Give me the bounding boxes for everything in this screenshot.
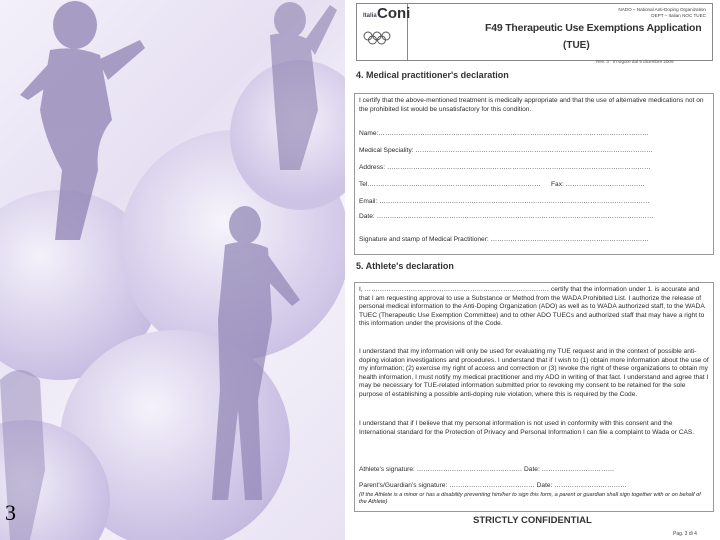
slide-number: 3 [5, 500, 16, 525]
tue-form-document [348, 0, 720, 540]
email-field[interactable]: Email: …………………………………………………………………………………………………………… [359, 198, 650, 205]
address-field[interactable]: Address: ………………………………………………………………………………………………………… [359, 164, 651, 171]
page-number: Pag. 3 di 4 [673, 531, 697, 537]
practitioner-signature-field[interactable]: Signature and stamp of Medical Practitioner: ……………………………………………………………… [359, 236, 649, 243]
section-5-box [354, 282, 714, 512]
medical-speciality-field[interactable]: Medical Speciality: ……………………………………………………………………………………………… [359, 147, 653, 154]
section-4-box [354, 93, 714, 255]
athlete-declaration-paragraph-3: I understand that if I believe that my personal information is not used in conformity with this consent and the International standard for the Protection of Privacy and Personal Information I can file a complaint to Wada or CAS. [359, 420, 695, 436]
form-subtitle: (TUE) [563, 40, 590, 51]
revision-note: Rev. 3 · In vigore dal 5 dicembre 2009 [596, 59, 674, 64]
document-header [356, 3, 713, 61]
athlete-declaration-paragraph-1: I, ………………………………………………………………………… certify that the information under 1. is accurate and that I am requesting approval to use a Substance or Method from the WADA Prohibited List. I authorize the release of personal medical information to the Anti-Doping Organization (ADO) as well as to WADA authorized staff, to the WADA TUEC (Therapeutic Use Exemption Committee) and to other ADO TUECs and authorized staff that may have a right to this information under the provisions of the Code. [359, 286, 705, 328]
section-4-title: 4. Medical practitioner's declaration [356, 70, 509, 80]
decorative-background-panel [0, 0, 345, 540]
fax-field[interactable]: Fax: ……………………………… [551, 181, 645, 188]
name-field[interactable]: Name:…………………………………………………………………………………………………………… [359, 130, 649, 137]
date-field[interactable]: Date: ……………………………………………………………………………………………………………… [359, 213, 654, 220]
olympic-rings-icon [362, 31, 402, 45]
organization-info [618, 7, 706, 19]
org-line-2: DEPT – Italian NOC TUEC [651, 13, 706, 18]
minor-athlete-note: (If the Athlete is a minor or has a disability preventing him/her to sign this form, a parent or guardian shall sign together with or on behalf of the Athlete) [359, 492, 701, 505]
guardian-signature-field[interactable]: Parent's/Guardian's signature: ………………………………… Date: …………………………… [359, 482, 627, 489]
athlete-signature-field[interactable]: Athlete's signature: ………………………………………… Date: …………………………… [359, 466, 615, 473]
form-title: F49 Therapeutic Use Exemptions Application [485, 22, 702, 34]
tel-field[interactable]: Tel.…………………………………………………………………… [359, 181, 541, 188]
logo-coni-text: Coni [377, 5, 411, 22]
section-5-title: 5. Athlete's declaration [356, 261, 454, 271]
athlete-silhouette-image [0, 0, 345, 540]
coni-logo [357, 4, 411, 60]
section-4-intro: I certify that the above-mentioned treatment is medically appropriate and that the use of alternative medications not on the prohibited list would be unsatisfactory for this condition. [359, 97, 704, 113]
org-line-1: NADO – National Anti-Doping Organization [618, 7, 706, 12]
logo-italia-text: Italia [363, 13, 377, 19]
athlete-declaration-paragraph-2: I understand that my information will only be used for evaluating my TUE request and in the context of possible anti-doping violation investigations and procedures. I understand that if I wish to (1) obtain more information about the use of my information; (2) exercise my right of access and correction or (3) revoke the right of these organizations to obtain my health information, I must notify my medical practitioner and my ADO in writing of that fact. I understand and agree that I may be necessary for TUE-related information submitted prior to revoking my consent to be retained for the sole purpose of establishing a possible anti-doping rule violation, where this is required by the Code. [359, 348, 709, 398]
strictly-confidential-label: STRICTLY CONFIDENTIAL [473, 515, 592, 526]
